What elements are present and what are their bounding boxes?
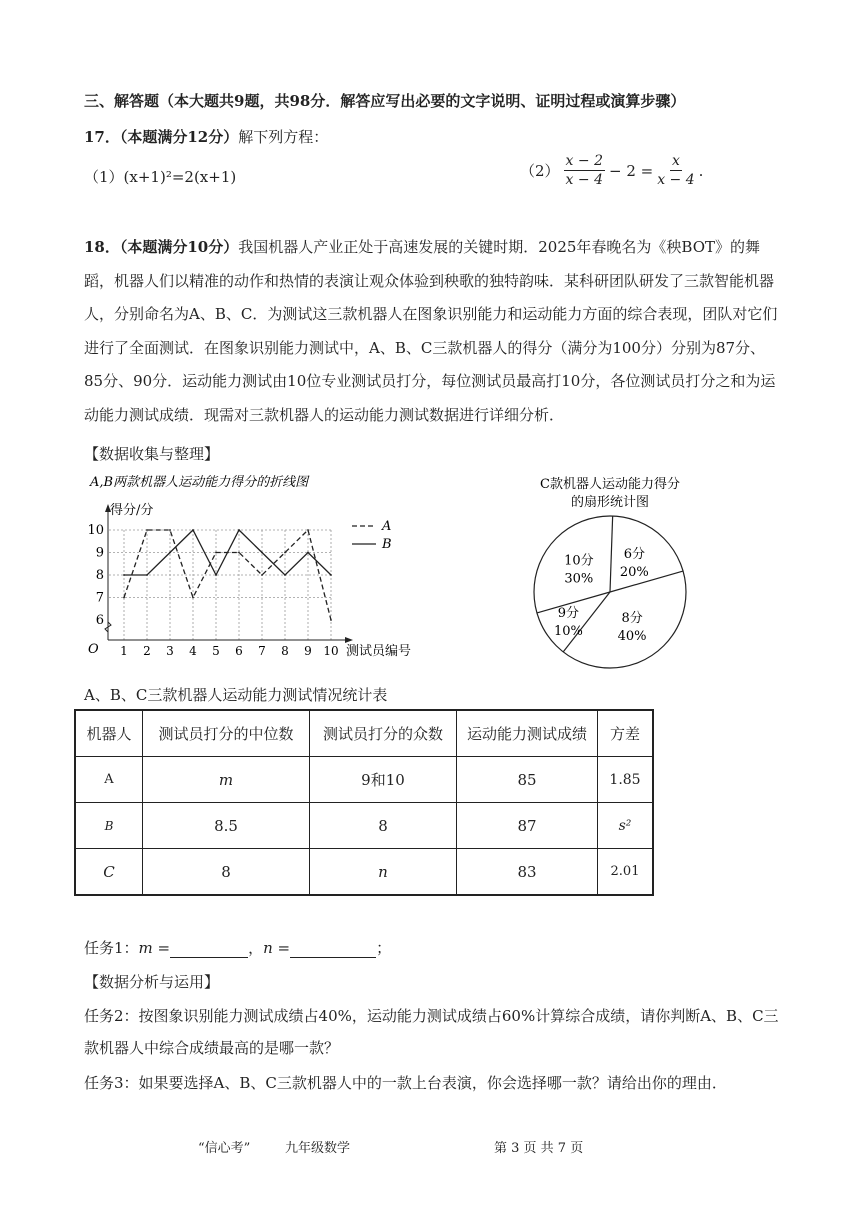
data-point	[330, 574, 332, 576]
task2: 任务2：按图象识别能力测试成绩占40%，运动能力测试成绩占60%计算综合成绩，请你判断A、B、C三款机器人中综合成绩最高的是哪一款？	[84, 1007, 779, 1057]
part2-middle: − 2 =	[608, 161, 654, 180]
part1-label: （1）	[84, 168, 124, 186]
line-chart-grid	[109, 530, 331, 640]
pie-chart-slices	[534, 516, 686, 668]
pie-chart-labels	[554, 547, 649, 644]
cell-variance: 1.85	[598, 757, 654, 803]
table-row	[75, 803, 653, 849]
line-chart-origin: O	[88, 642, 99, 657]
x-axis-arrow	[345, 637, 353, 643]
pie-slice-percent: 30%	[564, 571, 594, 587]
question-18-body	[84, 231, 784, 432]
data-point	[123, 574, 125, 576]
x-tick-label: 3	[166, 644, 174, 658]
y-tick-label: 9	[95, 545, 104, 561]
line-chart	[84, 470, 434, 665]
data-point	[146, 529, 148, 531]
data-point	[146, 574, 148, 576]
cell-robot: A	[75, 757, 143, 803]
task1-label: 任务1：	[84, 939, 139, 957]
data-point	[284, 552, 286, 554]
pie-slice-label: 10分	[564, 553, 594, 569]
legend-label-a: A	[382, 519, 392, 534]
series-line-b	[124, 530, 331, 575]
series-line-a	[124, 530, 331, 620]
task1-n-label: n =	[263, 939, 291, 957]
pie-slice-edge	[610, 516, 613, 592]
data-point	[192, 597, 194, 599]
cell-score: 83	[457, 849, 598, 896]
data-point	[215, 552, 217, 554]
cell-variance: s²	[598, 803, 654, 849]
data-point	[261, 552, 263, 554]
cell-median: m	[143, 757, 310, 803]
data-point	[238, 552, 240, 554]
pie-chart-title: C款机器人运动能力得分	[540, 477, 680, 492]
line-chart-axes	[105, 504, 353, 643]
data-point	[215, 574, 217, 576]
pie-slice-label: 9分	[557, 606, 580, 622]
y-tick-label: 8	[95, 568, 104, 583]
data-point	[261, 574, 263, 576]
part1-equation: (x+1)²=2(x+1)	[123, 168, 237, 186]
question-18-title: 18．（本题满分10分）	[84, 238, 239, 256]
fraction-left	[564, 152, 605, 189]
pie-slice-label: 8分	[621, 610, 643, 626]
data-point	[238, 529, 240, 531]
cell-median: 8.5	[143, 803, 310, 849]
table-row	[75, 849, 653, 896]
x-tick-label: 7	[258, 644, 266, 658]
fraction-left-denominator: x − 4	[565, 172, 603, 188]
pie-slice-percent: 40%	[617, 628, 647, 644]
y-tick-label: 7	[95, 590, 104, 606]
y-tick-label: 10	[87, 523, 104, 538]
data-point	[123, 597, 125, 599]
x-tick-label: 1	[120, 644, 128, 658]
task1-m-blank[interactable]	[170, 939, 248, 958]
pie-slice-percent: 10%	[553, 624, 583, 640]
fraction-right	[657, 152, 694, 189]
x-tick-label: 8	[281, 644, 289, 658]
line-chart-ylabel: 得分/分	[110, 503, 154, 518]
cell-mode: 9和10	[310, 757, 457, 803]
data-point	[307, 529, 309, 531]
question-17-part1	[84, 166, 236, 187]
data-point	[330, 619, 332, 621]
pie-slice-edge	[563, 592, 610, 652]
cell-mode: n	[310, 849, 457, 896]
footer-subject: 九年级数学	[285, 1141, 351, 1156]
header-variance: 方差	[598, 710, 654, 757]
cell-robot: C	[75, 849, 143, 896]
table-row	[75, 757, 653, 803]
header-robot: 机器人	[75, 710, 143, 757]
footer-exam-name: “信心考”	[198, 1141, 251, 1156]
question-18-intro: 我国机器人产业正处于高速发展的关键时期．2025年春晚名为《秧BOT》的舞蹈，机器人们以精准的动作和热情的表演让观众体验到秧歌的独特韵味．某科研团队研发了三款智能机器人，分别命名为A、B、C．为测试这三款机器人在图象识别能力和运动能力方面的综合表现，团队对它们进行了全面测试．在图象识别能力测试中，A、B、C三款机器人的得分（满分为100分）分别为87分、85分、90分．运动能力测试由10位专业测试员打分，每位测试员最高打10分，各位测试员打分之和为运动能力测试成绩．现需对三款机器人的运动能力测试数据进行详细分析．	[84, 238, 778, 424]
data-point	[307, 552, 309, 554]
task1-n-blank[interactable]	[290, 939, 376, 958]
data-point	[284, 574, 286, 576]
line-chart-tick-labels	[87, 523, 338, 658]
question-17-part2	[520, 152, 703, 189]
footer-page: 第 3 页 共 7 页	[494, 1141, 584, 1156]
legend-label-b: B	[382, 537, 392, 552]
question-17-prompt: 解下列方程：	[238, 128, 329, 146]
part2-label: （2）	[520, 162, 560, 180]
task1-end: ；	[376, 939, 392, 957]
question-17-title: 17．（本题满分12分）	[84, 128, 239, 146]
cell-score: 85	[457, 757, 598, 803]
y-tick-label: 6	[95, 613, 104, 628]
stats-table	[74, 709, 654, 896]
cell-mode: 8	[310, 803, 457, 849]
task1	[84, 937, 391, 958]
pie-slice-percent: 20%	[619, 564, 649, 580]
cell-robot: B	[75, 803, 143, 849]
data-point	[192, 529, 194, 531]
fraction-right-denominator: x − 4	[657, 172, 695, 188]
table-caption: A、B、C三款机器人运动能力测试情况统计表	[84, 686, 388, 704]
pie-slice-label: 6分	[623, 546, 645, 562]
section-heading: 三、解答题（本大题共9题，共98分．解答应写出必要的文字说明、证明过程或演算步骤）	[84, 92, 686, 110]
x-tick-label: 5	[212, 644, 220, 658]
task1-m-label: m =	[138, 939, 171, 957]
subheading-data-collection: 【数据收集与整理】	[84, 445, 220, 463]
subheading-analysis: 【数据分析与运用】	[84, 973, 220, 991]
header-mode: 测试员打分的众数	[310, 710, 457, 757]
x-tick-label: 4	[189, 644, 197, 658]
pie-chart	[520, 470, 700, 675]
header-median: 测试员打分的中位数	[143, 710, 310, 757]
fraction-right-numerator: x	[671, 153, 680, 169]
header-score: 运动能力测试成绩	[457, 710, 598, 757]
x-tick-label: 9	[304, 644, 312, 658]
line-chart-legend	[352, 519, 392, 552]
data-point	[169, 529, 171, 531]
fraction-left-numerator: x − 2	[565, 153, 603, 169]
question-17-header	[84, 126, 328, 147]
data-point	[169, 552, 171, 554]
line-chart-title: A,B两款机器人运动能力得分的折线图	[90, 475, 309, 490]
cell-median: 8	[143, 849, 310, 896]
table-header-row	[75, 710, 653, 757]
x-tick-label: 2	[143, 644, 151, 658]
task1-separator: ，	[248, 939, 264, 957]
pie-chart-title-line2: 的扇形统计图	[570, 495, 650, 510]
cell-score: 87	[457, 803, 598, 849]
part2-end: .	[698, 161, 704, 180]
cell-variance: 2.01	[598, 849, 654, 896]
line-chart-xlabel: 测试员编号	[346, 644, 412, 659]
task3: 任务3：如果要选择A、B、C三款机器人中的一款上台表演，你会选择哪一款？请给出你的理由．	[84, 1074, 727, 1092]
x-tick-label: 6	[235, 644, 243, 658]
x-tick-label: 10	[323, 644, 339, 658]
